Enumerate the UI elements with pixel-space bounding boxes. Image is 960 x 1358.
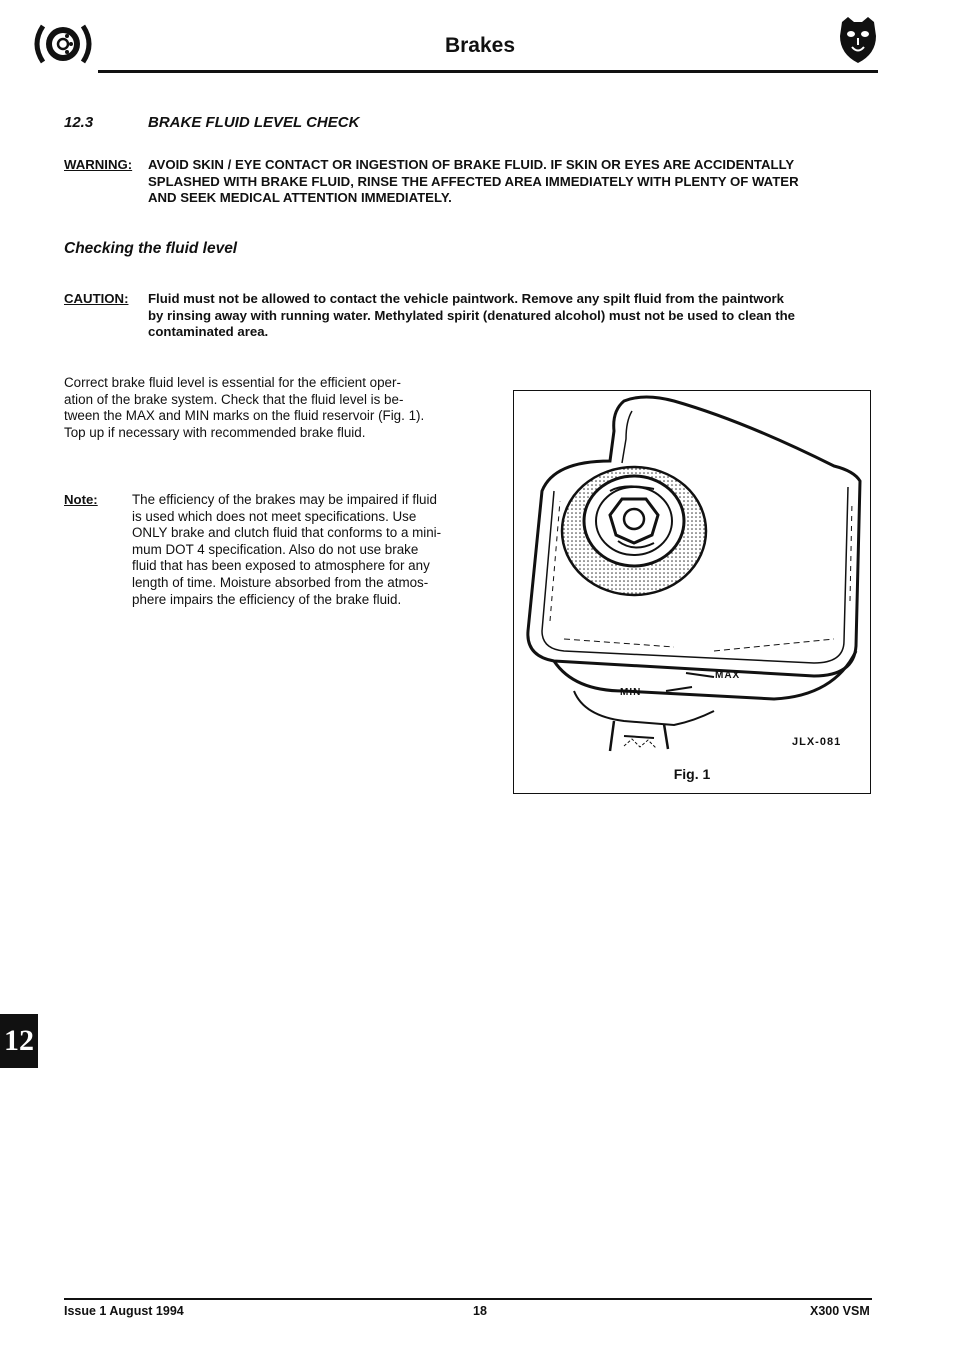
subheading: Checking the fluid level [64, 240, 238, 257]
note-line: length of time. Moisture absorbed from the atmos- [132, 574, 429, 590]
figure-frame [513, 390, 871, 794]
figure-code: JLX-081 [792, 736, 842, 748]
caution-line: by rinsing away with running water. Methylated spirit (denatured alcohol) must not be used to clean the [148, 307, 796, 323]
jaguar-head-icon [836, 14, 880, 66]
warning-line: AVOID SKIN / EYE CONTACT OR INGESTION OF BRAKE FLUID. IF SKIN OR EYES ARE ACCIDENTALLY [148, 157, 795, 172]
warning-line: SPLASHED WITH BRAKE FLUID, RINSE THE AFFECTED AREA IMMEDIATELY WITH PLENTY OF WATER [148, 173, 799, 189]
caution-label: CAUTION: [64, 291, 129, 306]
footer-issue: Issue 1 August 1994 [64, 1304, 184, 1318]
footer-manual-code: X300 VSM [810, 1304, 870, 1318]
figure-caption: Fig. 1 [673, 766, 711, 782]
paragraph-line: tween the MAX and MIN marks on the fluid reservoir (Fig. 1). [64, 408, 425, 424]
paragraph-line: Correct brake fluid level is essential for the efficient oper- [64, 375, 401, 390]
warning-label: WARNING: [64, 157, 133, 172]
page-number: 18 [473, 1304, 487, 1318]
note-text [132, 492, 502, 608]
section-number: 12.3 [64, 114, 94, 131]
note-line: mum DOT 4 specification. Also do not use brake [132, 541, 419, 557]
footer-rule [64, 1298, 872, 1300]
note-line: The efficiency of the brakes may be impaired if fluid [132, 492, 437, 507]
paragraph-line: Top up if necessary with recommended brake fluid. [64, 424, 366, 440]
note-line: is used which does not meet specifications. Use [132, 508, 417, 524]
note-line: ONLY brake and clutch fluid that conforms to a mini- [132, 525, 442, 541]
max-mark-label: MAX [715, 670, 741, 681]
paragraph-line: ation of the brake system. Check that the fluid level is be- [64, 391, 404, 407]
note-line: phere impairs the efficiency of the brake fluid. [132, 591, 402, 607]
caution-text [148, 291, 888, 341]
warning-line: AND SEEK MEDICAL ATTENTION IMMEDIATELY. [148, 190, 452, 206]
fluid-reservoir-illustration [514, 391, 869, 792]
chapter-tab: 12 [0, 1014, 38, 1068]
note-line: fluid that has been exposed to atmosphere for any [132, 558, 430, 574]
page-header-title: Brakes [444, 34, 516, 57]
note-label: Note: [64, 492, 98, 507]
caution-line: contaminated area. [148, 324, 269, 340]
warning-text [148, 157, 888, 207]
header-rule [98, 70, 878, 73]
min-mark-label: MIN [620, 687, 642, 698]
section-title: BRAKE FLUID LEVEL CHECK [148, 114, 360, 131]
intro-paragraph [64, 375, 504, 441]
caution-line: Fluid must not be allowed to contact the vehicle paintwork. Remove any spilt fluid from the paintwork [148, 291, 785, 306]
